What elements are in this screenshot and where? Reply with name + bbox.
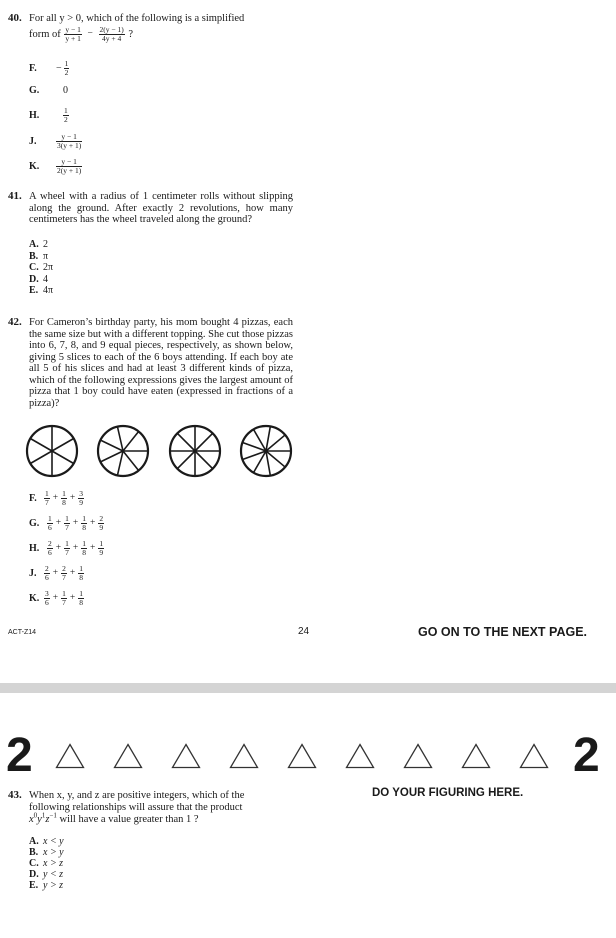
pizza-cut-line (30, 451, 52, 464)
triangle-icon (519, 743, 549, 769)
option-label: H. (29, 542, 40, 554)
pizza-9-slices (241, 426, 291, 476)
denominator: 8 (79, 573, 83, 582)
option-label: A. (29, 836, 39, 847)
denominator: 7 (45, 498, 49, 507)
fraction-term (47, 540, 53, 557)
pizza-cut-line (117, 427, 123, 451)
fraction-term (81, 540, 87, 557)
option-label: G. (29, 85, 40, 96)
question-40-text: For all y > 0, which of the following is a simplified (29, 13, 245, 24)
denominator: 6 (45, 598, 49, 607)
pizza-cut-line (30, 439, 52, 452)
negative-sign: − (56, 63, 62, 74)
denominator: 6 (45, 573, 49, 582)
numerator: 2 (48, 539, 52, 548)
plus-sign: + (55, 518, 62, 528)
page-divider (0, 683, 616, 693)
pizza-cut-line (117, 451, 123, 475)
fraction-term (98, 515, 104, 532)
numerator: 2 (99, 514, 104, 523)
question-43-line3 (29, 811, 199, 826)
var-y: y (37, 814, 42, 825)
exp-x: 0 (33, 811, 38, 820)
option-label: A. (29, 239, 39, 250)
option-value: π (43, 251, 49, 262)
option-value: x > y (43, 847, 64, 858)
fraction-term (78, 490, 84, 507)
option-label: F. (29, 492, 37, 504)
pizzas-figure (0, 420, 300, 482)
pizza-cut-line (100, 440, 123, 451)
option-label: D. (29, 869, 39, 880)
fraction-2-numerator: 2(y − 1) (99, 25, 124, 34)
plus-sign: + (72, 518, 79, 528)
plus-sign: + (52, 593, 59, 603)
question-42-text: For Cameron’s birthday party, his mom bought 4 pizzas, each the same size but with a different topping. She cut those pizzas into 6, 7, 8, and 9 equal pieces, respectively, as shown below, giving 5 slices to each of the 6 boys attending. If each boy ate all 5 of his slices and had at least 3 different kinds of pizza, which of the following expressions gives the largest amount of pizza that 1 boy could have eaten (expressed in fractions of a pizza)? (29, 317, 293, 409)
numerator: y − 1 (56, 158, 82, 167)
option-value: 2π (43, 262, 54, 273)
question-43-line2: following relationships will assure that the product (29, 802, 243, 813)
minus-sign: − (87, 28, 93, 39)
numerator: 1 (82, 539, 86, 548)
q40-option-f[interactable] (29, 60, 70, 77)
numerator: 1 (65, 539, 69, 548)
q41-option-a[interactable] (29, 239, 48, 250)
option-label: H. (29, 109, 40, 121)
denominator: 7 (62, 573, 66, 582)
triangle-icon (55, 743, 85, 769)
pizza-7-slices (98, 426, 148, 476)
denominator: 7 (65, 548, 69, 557)
fraction-1 (64, 26, 81, 43)
numerator: y − 1 (56, 133, 82, 142)
question-40-expression (29, 26, 133, 43)
denominator: 2(y + 1) (57, 166, 82, 175)
form-code: ACT-Z14 (8, 629, 37, 636)
denominator: 8 (62, 498, 66, 507)
numerator: 1 (64, 59, 69, 68)
pizza-8-slices (170, 426, 220, 476)
line3-suffix: will have a value greater than 1 ? (59, 814, 199, 825)
q40-option-j[interactable] (29, 133, 83, 150)
fraction-term (64, 515, 70, 532)
option-value: y < z (43, 869, 64, 880)
triangle-icon (171, 743, 201, 769)
q43-option-e[interactable] (29, 880, 63, 891)
plus-sign: + (69, 493, 76, 503)
expression-prefix: form of (29, 28, 61, 40)
pizza-cut-line (100, 451, 123, 462)
option-label: C. (29, 262, 39, 273)
numerator: 1 (65, 514, 69, 523)
option-label: K. (29, 592, 40, 604)
question-42-number: 42. (8, 316, 22, 328)
numerator: 1 (79, 589, 83, 598)
q42-option-f[interactable] (29, 490, 85, 507)
triangle-icon (345, 743, 375, 769)
denominator: 6 (48, 523, 52, 532)
plus-sign: + (69, 568, 76, 578)
triangle-icon (461, 743, 491, 769)
denominator: 2 (64, 68, 69, 77)
option-label: G. (29, 517, 40, 529)
fraction-term (44, 490, 50, 507)
next-page-notice: GO ON TO THE NEXT PAGE. (418, 625, 588, 639)
plus-sign: + (52, 493, 59, 503)
numerator: 1 (99, 539, 104, 548)
numerator: 1 (62, 589, 66, 598)
figuring-area-label: DO YOUR FIGURING HERE. (372, 787, 524, 799)
pizza-6-slices (27, 426, 77, 476)
numerator: 1 (48, 514, 52, 523)
question-mark: ? (128, 28, 134, 40)
numerator: 2 (62, 564, 66, 573)
fraction-term (44, 565, 50, 582)
product-expression (29, 811, 57, 825)
q41-option-c[interactable] (29, 262, 53, 273)
pizza-cut-line (52, 439, 74, 452)
option-label: B. (29, 847, 39, 858)
page-number: 24 (298, 626, 310, 637)
plus-sign: + (89, 518, 96, 528)
fraction-term (61, 590, 67, 607)
fraction-term (47, 515, 53, 532)
option-label: B. (29, 251, 39, 262)
pizza-cut-line (195, 433, 213, 451)
plus-sign: + (69, 593, 76, 603)
option-fraction (63, 107, 69, 124)
fraction-2-denominator: 4y + 4 (102, 34, 122, 43)
fraction-term (61, 490, 67, 507)
fraction-term (78, 565, 84, 582)
option-fraction (56, 158, 82, 175)
triangle-icon (287, 743, 317, 769)
numerator: 1 (45, 489, 49, 498)
plus-sign: + (52, 568, 59, 578)
denominator: 8 (79, 598, 83, 607)
option-value: y > z (43, 880, 64, 891)
q40-option-k[interactable] (29, 158, 83, 175)
numerator: 1 (82, 514, 86, 523)
q42-option-g[interactable] (29, 515, 105, 532)
pizza-cut-line (123, 431, 139, 451)
option-value: x < y (43, 836, 64, 847)
q43-option-b[interactable] (29, 847, 64, 858)
plus-sign: + (72, 543, 79, 553)
option-label: K. (29, 160, 40, 172)
fraction-term (44, 590, 50, 607)
denominator: 3(y + 1) (57, 141, 82, 150)
fraction-term (98, 540, 104, 557)
pizza-cut-line (177, 433, 195, 451)
numerator: 1 (79, 564, 83, 573)
q42-option-k[interactable] (29, 590, 85, 607)
numerator: 3 (79, 489, 83, 498)
denominator: 8 (82, 523, 86, 532)
fraction-term (78, 590, 84, 607)
option-label: E. (29, 285, 39, 296)
var-x: x (29, 814, 34, 825)
question-43-number: 43. (8, 789, 22, 801)
q41-option-e[interactable] (29, 285, 53, 296)
denominator: 6 (48, 548, 52, 557)
exp-z: −1 (49, 811, 57, 820)
q42-option-h[interactable] (29, 540, 105, 557)
triangle-icon (229, 743, 259, 769)
denominator: 9 (99, 548, 104, 557)
denominator: 8 (82, 548, 86, 557)
fraction-2 (99, 26, 125, 43)
question-40-number: 40. (8, 12, 22, 24)
q43-option-c[interactable] (29, 858, 63, 869)
plus-sign: + (89, 543, 96, 553)
question-41-text: A wheel with a radius of 1 centimeter rolls without slipping along the ground. After exactly 2 revolutions, how many centimeters has the wheel traveled along the ground? (29, 191, 293, 225)
option-label: C. (29, 858, 39, 869)
fraction-1-denominator: y + 1 (65, 34, 81, 43)
denominator: 7 (62, 598, 66, 607)
q41-option-d[interactable] (29, 274, 48, 285)
plus-sign: + (55, 543, 62, 553)
question-41-number: 41. (8, 190, 22, 202)
option-label: D. (29, 274, 39, 285)
pizza-cut-line (177, 451, 195, 469)
option-value: 4 (43, 274, 48, 285)
q40-option-h[interactable] (29, 107, 70, 124)
numerator: 3 (45, 589, 49, 598)
option-value: 0 (63, 85, 68, 96)
option-value: 4π (43, 285, 54, 296)
denominator: 2 (64, 115, 68, 124)
option-fraction (64, 60, 70, 77)
q43-option-a[interactable] (29, 836, 64, 847)
option-label: J. (29, 567, 37, 579)
fraction-1-numerator: y − 1 (65, 25, 81, 34)
fraction-term (81, 515, 87, 532)
option-label: F. (29, 62, 37, 74)
numerator: 1 (62, 489, 66, 498)
option-label: E. (29, 880, 39, 891)
q40-option-g[interactable] (29, 85, 68, 96)
numerator: 1 (64, 106, 68, 115)
option-fraction (56, 133, 82, 150)
q43-option-d[interactable] (29, 869, 63, 880)
option-value: 2 (43, 239, 48, 250)
q41-option-b[interactable] (29, 251, 48, 262)
var-z: z (45, 814, 50, 825)
denominator: 9 (79, 498, 83, 507)
numerator: 2 (45, 564, 49, 573)
section-number-left: 2 (6, 729, 33, 782)
option-value: x > z (43, 858, 64, 869)
triangle-icon (113, 743, 143, 769)
fraction-term (61, 565, 67, 582)
fraction-term (64, 540, 70, 557)
pizza-cut-line (123, 451, 139, 471)
exp-y: 1 (41, 811, 46, 820)
triangle-icon (403, 743, 433, 769)
q42-option-j[interactable] (29, 565, 85, 582)
section-number-right: 2 (573, 729, 600, 782)
denominator: 7 (65, 523, 69, 532)
question-43-line1: When x, y, and z are positive integers, which of the (29, 790, 245, 801)
pizza-cut-line (195, 451, 213, 469)
pizza-cut-line (52, 451, 74, 464)
denominator: 9 (99, 523, 104, 532)
option-label: J. (29, 135, 37, 147)
